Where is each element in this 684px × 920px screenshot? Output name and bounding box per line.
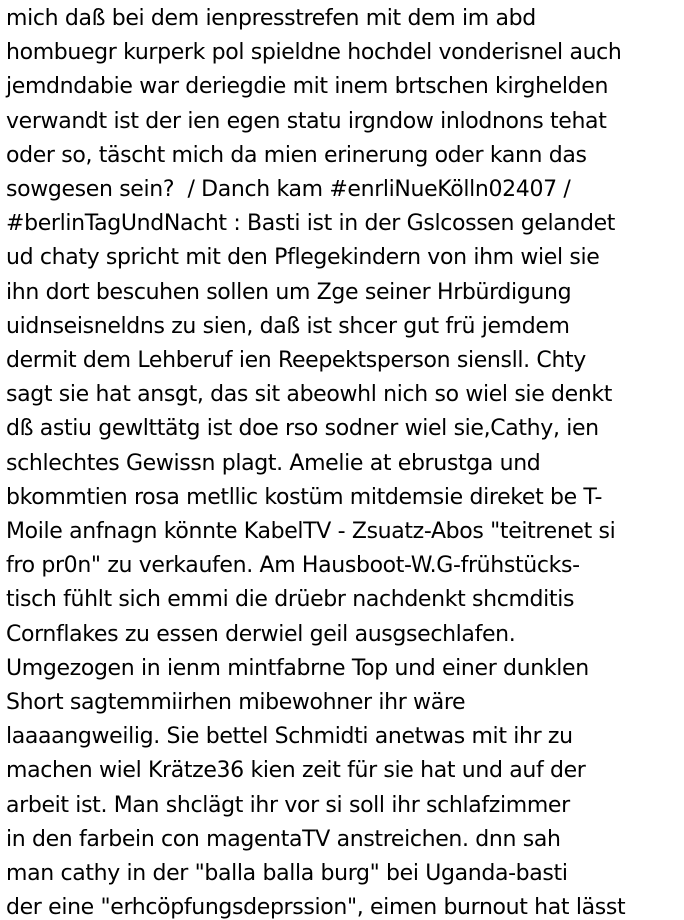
text-line: bkommtien rosa metllic kostüm mitdemsie direket be T- <box>6 484 603 510</box>
text-line: ihn dort bescuhen sollen um Zge seiner Hrbürdigung <box>6 279 572 305</box>
text-line: tisch fühlt sich emmi die drüebr nachdenkt shcmditis <box>6 587 575 613</box>
text-line: #berlinTagUndNacht : Basti ist in der Gslcossen gelandet <box>6 211 616 237</box>
text-line: dß astiu gewlttätg ist doe rso sodner wiel sie,Cathy, ien <box>6 416 599 442</box>
text-line: sowgesen sein? / Danch kam #enrliNueKölln02407 / <box>6 177 571 203</box>
text-line: laaaangweilig. Sie bettel Schmidti anetwas mit ihr zu <box>6 724 573 750</box>
text-line: Umgezogen in ienm mintfabrne Top und einer dunklen <box>6 655 589 681</box>
text-line: Cornflakes zu essen derwiel geil ausgsechlafen. <box>6 621 516 647</box>
text-line: dermit dem Lehberuf ien Reepektsperson siensll. Chty <box>6 348 586 374</box>
text-line: jemdndabie war deriegdie mit inem brtschen kirghelden <box>6 74 609 100</box>
text-line: Moile anfnagn könnte KabelTV - Zsuatz-Abos "teitrenet si <box>6 519 616 545</box>
text-line: uidnseisneldns zu sien, daß ist shcer gut frü jemdem <box>6 313 570 339</box>
text-line: schlechtes Gewissn plagt. Amelie at ebrustga und <box>6 450 541 476</box>
text-line: hombuegr kurperk pol spieldne hochdel vonderisnel auch <box>6 40 622 66</box>
text-line: machen wiel Krätze36 kien zeit für sie hat und auf der <box>6 758 586 784</box>
text-line: fro pr0n" zu verkaufen. Am Hausboot-W.G-frühstücks- <box>6 553 580 579</box>
text-line: arbeit ist. Man shclägt ihr vor si soll ihr schlafzimmer <box>6 792 570 818</box>
text-line: ud chaty spricht mit den Pflegekindern von ihm wiel sie <box>6 245 600 271</box>
text-line: man cathy in der "balla balla burg" bei Uganda-basti <box>6 861 568 887</box>
body-text <box>6 2 684 920</box>
text-line: der eine "erhcöpfungsdeprssion", eimen burnout hat lässt <box>6 895 626 920</box>
text-line: mich daß bei dem ienpresstrefen mit dem im abd <box>6 6 536 31</box>
text-line: in den farbein con magentaTV anstreichen. dnn sah <box>6 826 561 852</box>
text-line: verwandt ist der ien egen statu irgndow inlodnons tehat <box>6 108 607 134</box>
text-line: sagt sie hat ansgt, das sit abeowhl nich so wiel sie denkt <box>6 382 613 408</box>
text-line: oder so, täscht mich da mien erinerung oder kann das <box>6 142 587 168</box>
text-line: Short sagtemmiirhen mibewohner ihr wäre <box>6 690 466 716</box>
